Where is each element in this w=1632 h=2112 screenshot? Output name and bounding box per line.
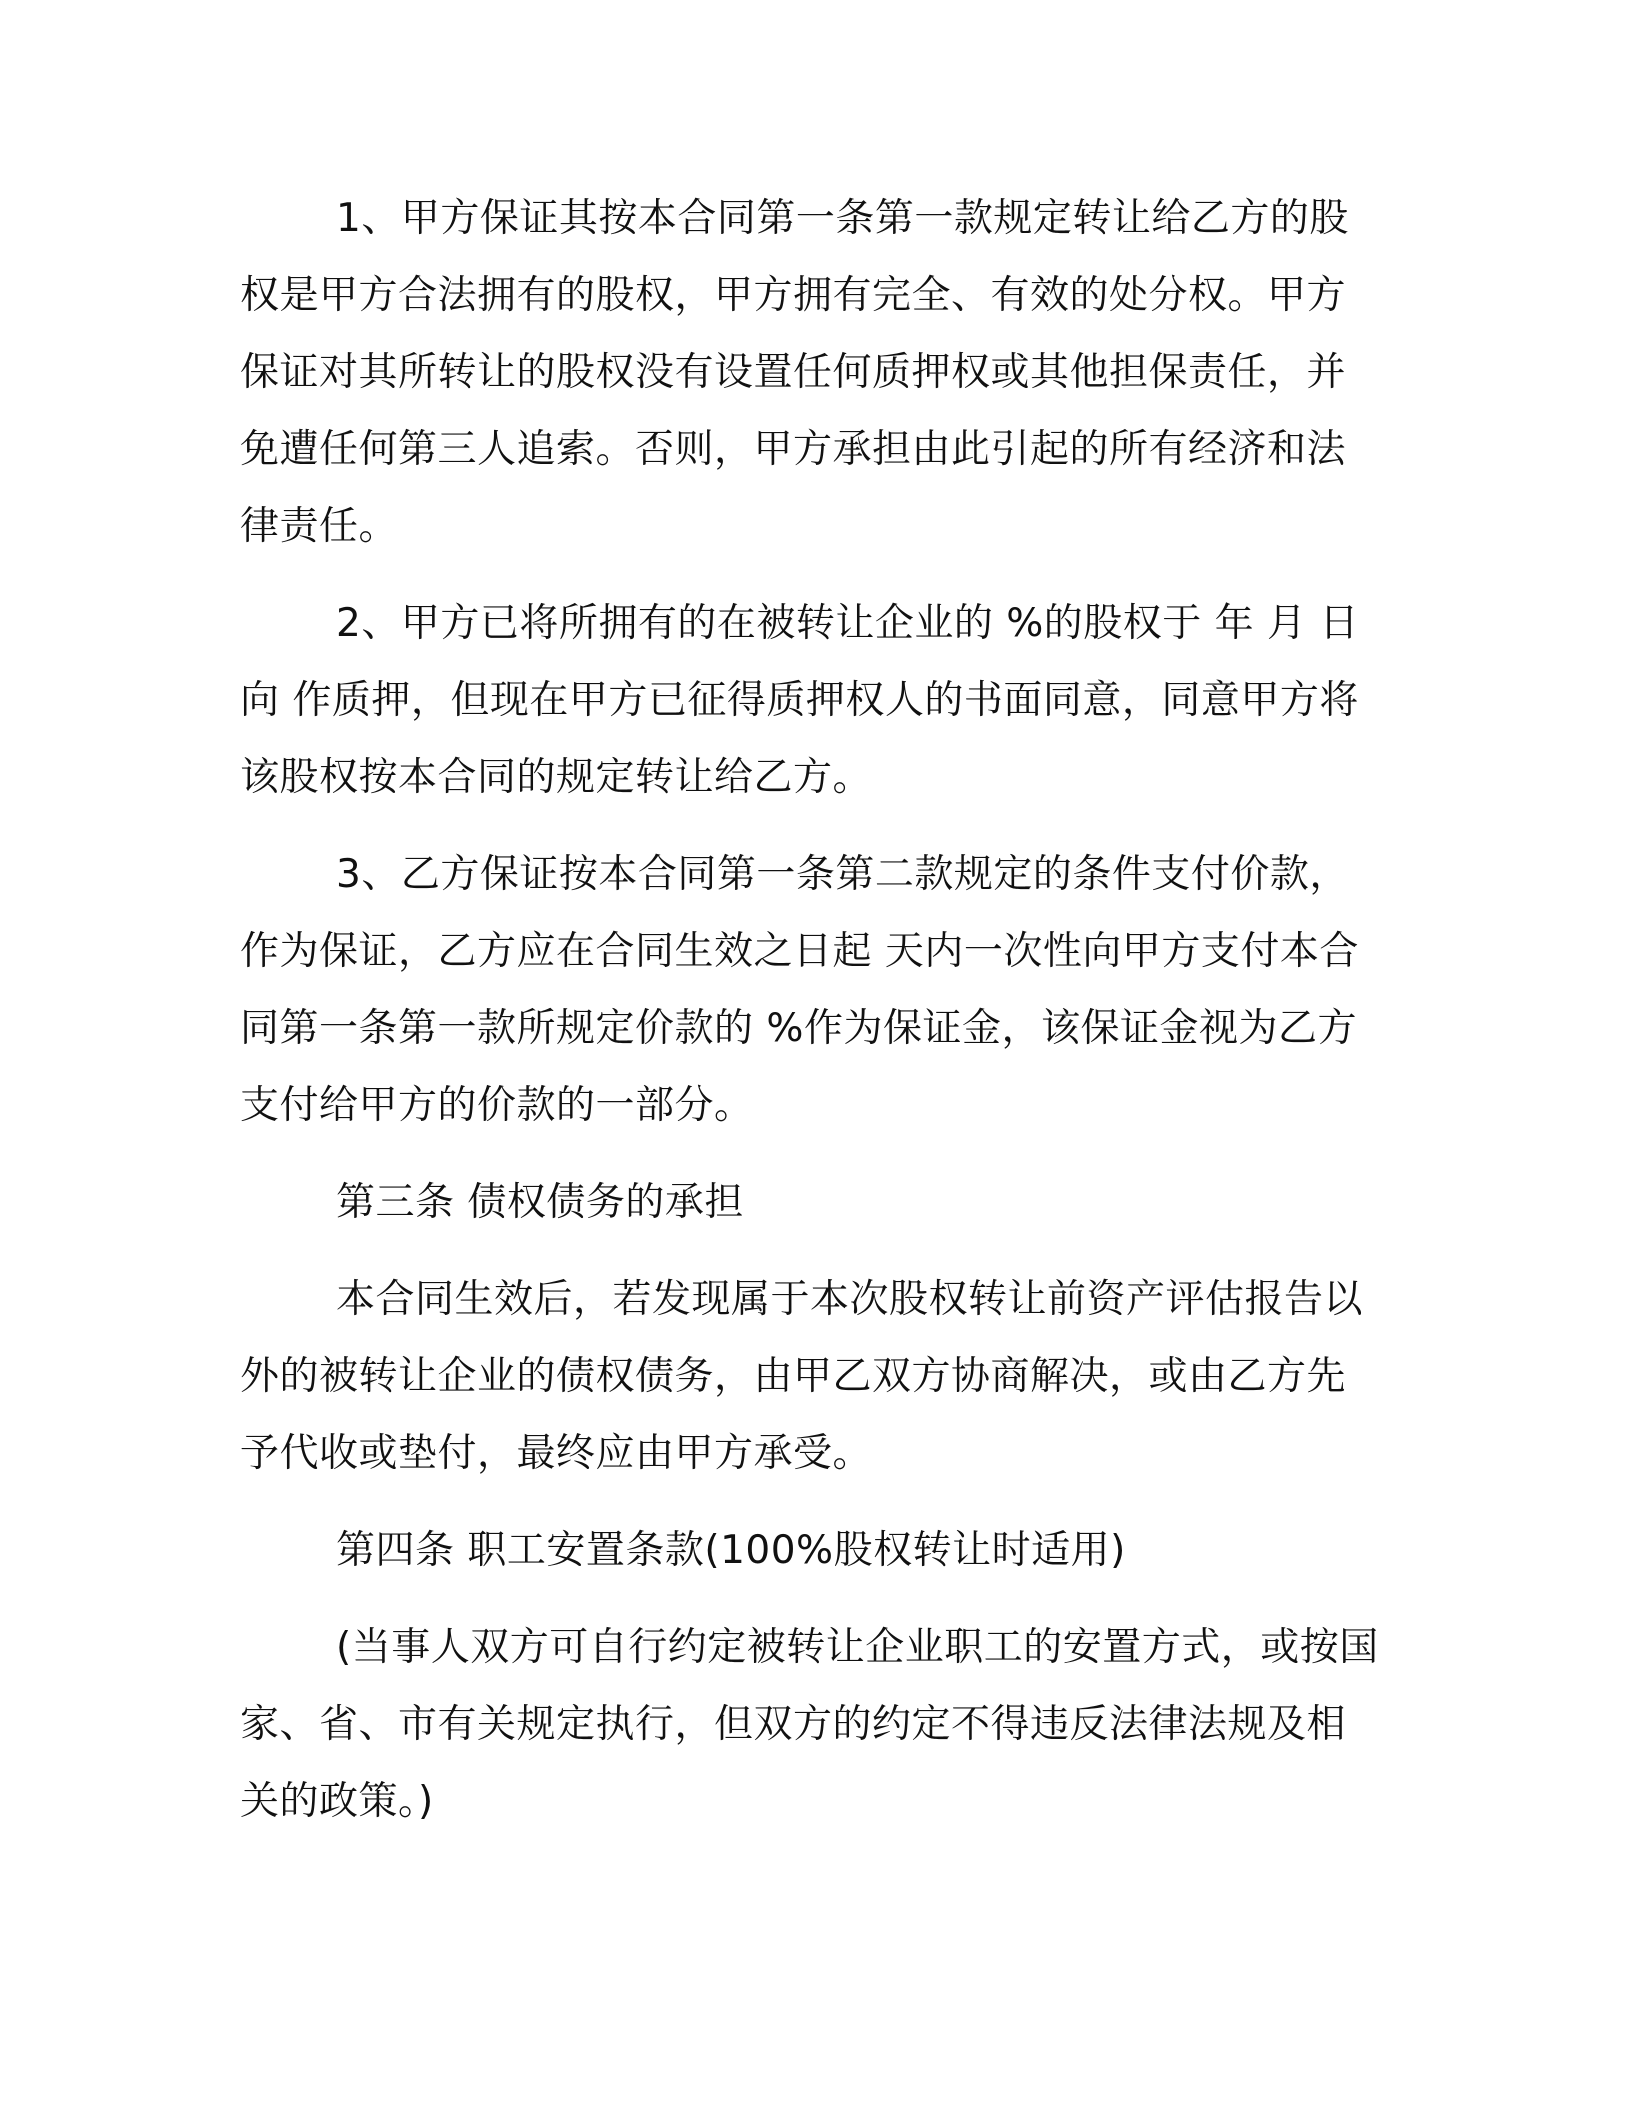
document-body bbox=[240, 180, 1380, 1860]
article-4-paragraph: (当事人双方可自行约定被转让企业职工的安置方式，或按国家、省、市有关规定执行，但双方的约定不得违反法律法规及相关的政策。) bbox=[240, 1625, 1379, 1824]
clause-1-paragraph: 1、甲方保证其按本合同第一条第一款规定转让给乙方的股权是甲方合法拥有的股权，甲方拥有完全、有效的处分权。甲方保证对其所转让的股权没有设置任何质押权或其他担保责任，并免遭任何第三人追索。否则，甲方承担由此引起的所有经济和法律责任。 bbox=[240, 196, 1349, 549]
article-3-paragraph: 本合同生效后，若发现属于本次股权转让前资产评估报告以外的被转让企业的债权债务，由甲乙双方协商解决，或由乙方先予代收或垫付，最终应由甲方承受。 bbox=[240, 1277, 1364, 1476]
clause-2-paragraph: 2、甲方已将所拥有的在被转让企业的 %的股权于 年 月 日向 作质押，但现在甲方已征得质押权人的书面同意，同意甲方将该股权按本合同的规定转让给乙方。 bbox=[240, 601, 1359, 800]
clause-3-paragraph: 3、乙方保证按本合同第一条第二款规定的条件支付价款，作为保证，乙方应在合同生效之日起 天内一次性向甲方支付本合同第一条第一款所规定价款的 %作为保证金，该保证金视为乙方支付给甲方的价款的一部分。 bbox=[240, 852, 1359, 1128]
article-3-heading: 第三条 债权债务的承担 bbox=[336, 1180, 744, 1225]
article-4-heading: 第四条 职工安置条款(100%股权转让时适用) bbox=[336, 1528, 1126, 1573]
